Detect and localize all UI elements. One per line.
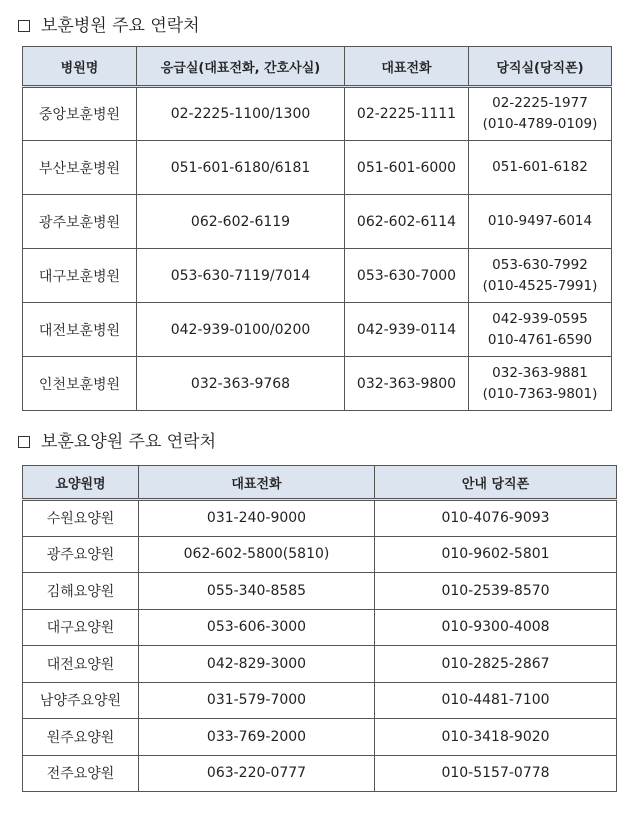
header-emergency: 응급실(대표전화, 간호사실) [137,47,345,87]
duty-phone: 010-9300-4008 [375,609,617,646]
duty-phone: 010-4076-9093 [375,500,617,537]
main-phone: 062-602-6114 [345,195,469,249]
hospital-contacts-table [22,46,612,411]
table-row [23,646,617,683]
main-phone: 063-220-0777 [139,755,375,792]
nursing-section-title-text: 보훈요양원 주요 연락처 [41,432,217,452]
main-phone: 031-579-7000 [139,682,375,719]
duty-phone-line: 010-4761-6590 [487,331,593,348]
duty-phone [469,87,612,141]
main-phone: 033-769-2000 [139,719,375,756]
duty-phone: 010-2539-8570 [375,573,617,610]
duty-phone-line: 051-601-6182 [492,159,588,175]
table-row [23,536,617,573]
duty-phone-line: 010-9497-6014 [487,213,593,229]
emergency-phone: 032-363-9768 [137,357,345,411]
emergency-phone: 051-601-6180/6181 [137,141,345,195]
hospital-name: 인천보훈병원 [23,357,137,411]
emergency-phone: 053-630-7119/7014 [137,249,345,303]
table-row [23,573,617,610]
table-header-row [23,466,617,500]
table-row [23,719,617,756]
duty-phone [469,249,612,303]
table-row [23,303,612,357]
checkbox-icon [18,20,30,32]
main-phone: 031-240-9000 [139,500,375,537]
main-phone: 02-2225-1111 [345,87,469,141]
emergency-phone: 062-602-6119 [137,195,345,249]
hospital-name: 중앙보훈병원 [23,87,137,141]
duty-phone: 010-9602-5801 [375,536,617,573]
nursing-home-name: 김해요양원 [23,573,139,610]
duty-phone [469,141,612,195]
duty-phone: 010-5157-0778 [375,755,617,792]
main-phone: 055-340-8585 [139,573,375,610]
nursing-home-name: 수원요양원 [23,500,139,537]
table-header-row [23,47,612,87]
duty-phone-line: (010-4789-0109) [482,116,598,132]
hospital-name: 대전보훈병원 [23,303,137,357]
hospital-name: 부산보훈병원 [23,141,137,195]
duty-phone-line: 042-939-0595 [492,310,588,327]
emergency-phone: 042-939-0100/0200 [137,303,345,357]
duty-phone-line: (010-4525-7991) [482,277,598,294]
nursing-home-name: 남양주요양원 [23,682,139,719]
nursing-home-name: 대구요양원 [23,609,139,646]
table-row [23,87,612,141]
header-duty-phone: 안내 당직폰 [375,466,617,500]
main-phone: 053-606-3000 [139,609,375,646]
table-row [23,682,617,719]
duty-phone-line: (010-7363-9801) [482,385,598,402]
header-main-phone: 대표전화 [345,47,469,87]
duty-phone [469,303,612,357]
nursing-home-name: 광주요양원 [23,536,139,573]
table-row [23,249,612,303]
main-phone: 042-829-3000 [139,646,375,683]
duty-phone-line: 053-630-7992 [492,256,588,273]
main-phone: 062-602-5800(5810) [139,536,375,573]
table-row [23,755,617,792]
hospital-section-title [18,15,200,37]
duty-phone: 010-3418-9020 [375,719,617,756]
hospital-name: 대구보훈병원 [23,249,137,303]
hospital-name: 광주보훈병원 [23,195,137,249]
header-nursing-home-name: 요양원명 [23,466,139,500]
header-hospital-name: 병원명 [23,47,137,87]
table-row [23,500,617,537]
table-row [23,609,617,646]
duty-phone [469,195,612,249]
main-phone: 053-630-7000 [345,249,469,303]
table-row [23,141,612,195]
nursing-home-contacts-table [22,465,617,792]
duty-phone: 010-2825-2867 [375,646,617,683]
duty-phone [469,357,612,411]
nursing-home-name: 대전요양원 [23,646,139,683]
checkbox-icon [18,436,30,448]
main-phone: 042-939-0114 [345,303,469,357]
main-phone: 051-601-6000 [345,141,469,195]
emergency-phone: 02-2225-1100/1300 [137,87,345,141]
duty-phone-line: 02-2225-1977 [492,95,588,111]
table-row [23,357,612,411]
nursing-section-title [18,431,216,453]
main-phone: 032-363-9800 [345,357,469,411]
duty-phone: 010-4481-7100 [375,682,617,719]
nursing-home-name: 전주요양원 [23,755,139,792]
header-duty-phone: 당직실(당직폰) [469,47,612,87]
header-main-phone: 대표전화 [139,466,375,500]
nursing-home-name: 원주요양원 [23,719,139,756]
duty-phone-line: 032-363-9881 [492,364,588,381]
table-row [23,195,612,249]
hospital-section-title-text: 보훈병원 주요 연락처 [41,16,200,36]
